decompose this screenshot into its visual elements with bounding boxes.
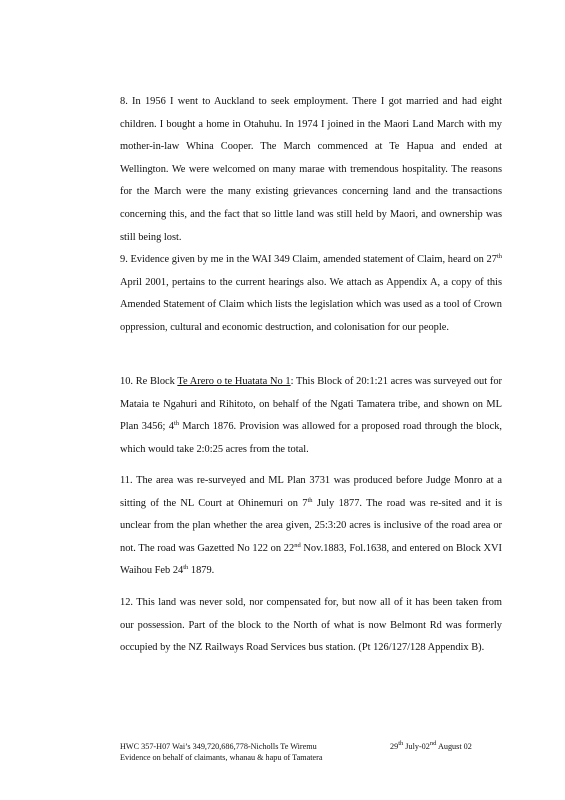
paragraph-10-text-c: March 1876. Provision was allowed for a proposed road through the block, which would take 2:0:25 acres from the total. — [120, 421, 502, 455]
superscript: th — [307, 496, 313, 504]
paragraph-9 — [120, 249, 502, 339]
paragraph-12-text: 12. This land was never sold, nor compensated for, but now all of it has been taken from our possession. Part of the block to the North of what is now Belmont Rd was formerly occupied by the NZ Railways Road Services bus station. (Pt 126/127/128 Appendix B). — [120, 597, 502, 654]
footer-date-b: July-02 — [403, 742, 430, 751]
superscript: th — [173, 420, 180, 428]
paragraph-8-text: 8. In 1956 I went to Auckland to seek employment. There I got married and had eight children. I bought a home in Otahuhu. In 1974 I joined in the Maori Land March with my mother-in-law Whina Cooper. The March commenced at Te Hapua and ended at Wellington. We were welcomed on many marae with tremendous hospitality. The reasons for the March were the many existing grievances concerning land and the transactions concerning this, and the fact that so little land was still held by Maori, and ownership was still being lost. — [120, 96, 502, 243]
paragraph-11-text-c: Nov.1883, Fol.1638, and entered on Block XVI Waihou Feb 24 — [120, 542, 502, 577]
superscript: nd — [429, 740, 437, 747]
superscript: th — [496, 253, 502, 260]
footer-date-a: 29 — [390, 742, 399, 751]
superscript: th — [183, 564, 189, 572]
paragraph-11 — [120, 470, 502, 583]
paragraph-11-text-a: 11. The area was re-surveyed and ML Plan 3731 was produced before Judge Monro at a sitting of the NL Court at Ohinemuri on 7 — [120, 475, 502, 509]
superscript: th — [398, 740, 404, 747]
footer-reference: HWC 357-H07 Wai’s 349,720,686,778-Nicholls Te Wiremu — [120, 742, 317, 751]
page-footer — [120, 741, 520, 763]
paragraph-11-text-d: 1879. — [188, 565, 215, 577]
footer-date — [390, 741, 472, 752]
footer-description: Evidence on behalf of claimants, whanau & hapu of Tamatera — [120, 753, 323, 762]
superscript: nd — [294, 541, 301, 549]
paragraph-10-text-b: : This Block of 20:1:21 acres was surveyed out for Mataia te Ngahuri and Rihitoto, on behalf of the Ngati Tamatera tribe, and shown on ML Plan 3456; 4 — [120, 376, 502, 433]
block-name-underlined: Te Arero o te Huatata No 1 — [177, 376, 291, 387]
paragraph-12 — [120, 592, 502, 660]
paragraph-10-text-a: 10. Re Block — [120, 376, 178, 387]
paragraph-8 — [120, 91, 502, 249]
paragraph-11-text-b: July 1877. The road was re-sited and it is unclear from the plan whether the area given, 25:3:20 acres is inclusive of the road area or not. The road was Gazetted No 122 on 22 — [120, 497, 503, 554]
paragraph-10 — [120, 371, 502, 461]
footer-date-c: August 02 — [436, 742, 472, 751]
paragraph-9-text-a: 9. Evidence given by me in the WAI 349 Claim, amended statement of Claim, heard on 27 — [120, 254, 497, 265]
paragraph-9-text-b: April 2001, pertains to the current hearings also. We attach as Appendix A, a copy of this Amended Statement of Claim which lists the legislation which was used as a tool of Crown oppression, cultural and economic destruction, and colonisation for our people. — [120, 276, 502, 333]
